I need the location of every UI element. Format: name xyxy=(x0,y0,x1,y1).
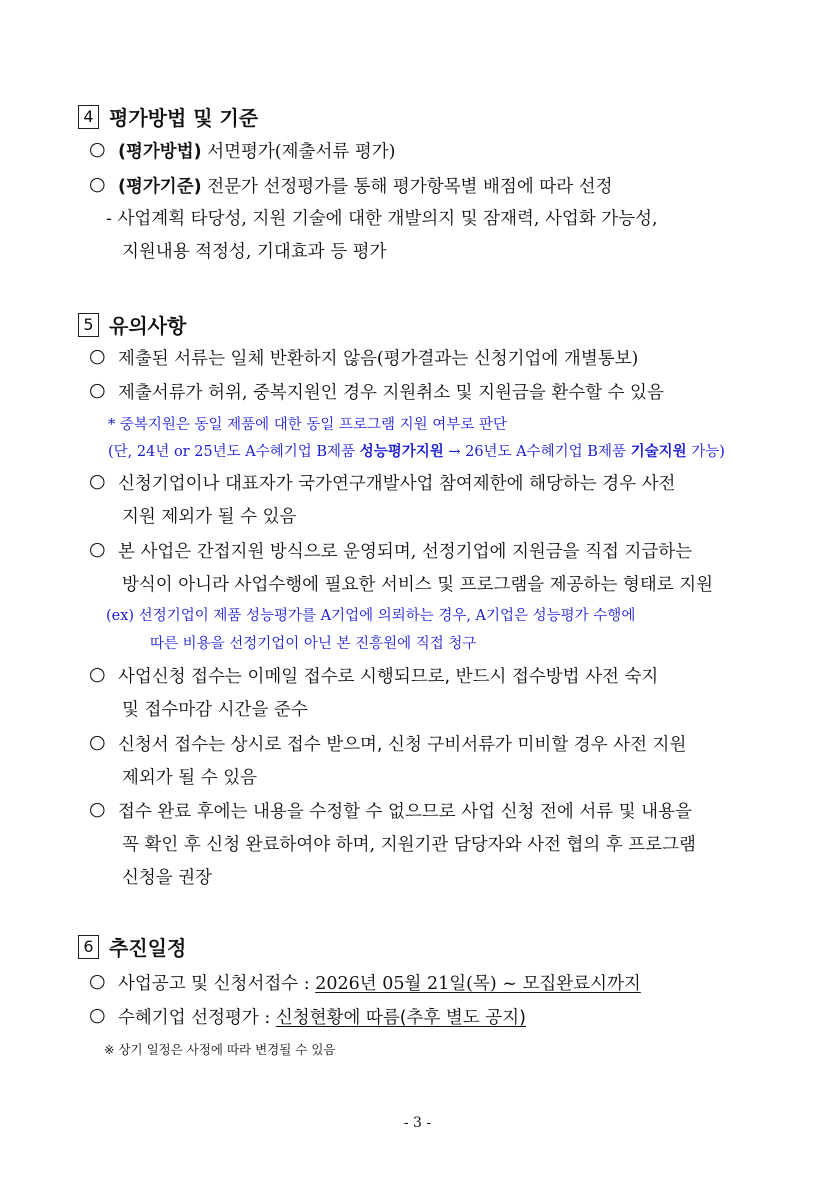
continuation-line: 방식이 아니라 사업수행에 필요한 서비스 및 프로그램을 제공하는 형태로 지원 xyxy=(122,575,714,595)
bullet-icon: ○ xyxy=(89,731,106,753)
note-line: (단, 24년 or 25년도 A수혜기업 B제품 성능평가지원 → 26년도 A수혜기업 B제품 기술지원 가능) xyxy=(108,444,725,460)
section-number: 5 xyxy=(78,313,99,337)
bullet-icon: ○ xyxy=(89,138,106,160)
bullet-icon: ○ xyxy=(89,173,106,195)
continuation-line: 제외가 될 수 있음 xyxy=(122,768,258,788)
schedule-date: 2026년 05월 21일(목) ~ 모집완료시까지 xyxy=(315,974,641,994)
section-5-heading xyxy=(78,310,186,339)
bullet-icon: ○ xyxy=(89,379,106,401)
bullet-icon: ○ xyxy=(89,345,106,367)
sub-line: - 사업계획 타당성, 지원 기술에 대한 개발의지 및 잠재력, 사업화 가능성, xyxy=(106,209,658,229)
section-title: 평가방법 및 기준 xyxy=(109,106,259,130)
bullet-icon: ○ xyxy=(89,470,106,492)
example-line: (ex) 선정기업이 제품 성능평가를 A기업에 의뢰하는 경우, A기업은 성능평가 수행에 xyxy=(106,608,636,624)
section-title: 추진일정 xyxy=(109,936,187,960)
schedule-date: 신청현황에 따름(추후 별도 공지) xyxy=(275,1008,526,1028)
note-line: * 중복지원은 동일 제품에 대한 동일 프로그램 지원 여부로 판단 xyxy=(108,417,507,433)
bullet-line: (평가방법) 서면평가(제출서류 평가) xyxy=(118,142,396,162)
continuation-line: 및 접수마감 시간을 준수 xyxy=(122,700,308,720)
bullet-line: 신청서 접수는 상시로 접수 받으며, 신청 구비서류가 미비할 경우 사전 지원 xyxy=(118,735,687,755)
schedule-note: ※ 상기 일정은 사정에 따라 변경될 수 있음 xyxy=(104,1042,336,1057)
bullet-line: 신청기업이나 대표자가 국가연구개발사업 참여제한에 해당하는 경우 사전 xyxy=(118,474,676,494)
section-number: 4 xyxy=(78,105,99,129)
bullet-line: 본 사업은 간접지원 방식으로 운영되며, 선정기업에 지원금을 직접 지급하는 xyxy=(118,542,693,562)
bullet-line: 제출서류가 허위, 중복지원인 경우 지원취소 및 지원금을 환수할 수 있음 xyxy=(118,383,664,403)
bullet-line: 제출된 서류는 일체 반환하지 않음(평가결과는 신청기업에 개별통보) xyxy=(118,349,639,369)
section-4-heading xyxy=(78,102,258,131)
bullet-line: 접수 완료 후에는 내용을 수정할 수 없으므로 사업 신청 전에 서류 및 내용을 xyxy=(118,802,692,822)
bullet-icon: ○ xyxy=(89,970,106,992)
section-6-heading xyxy=(78,932,186,961)
section-number: 6 xyxy=(78,935,99,959)
bullet-icon: ○ xyxy=(89,538,106,560)
bullet-line: (평가기준) 전문가 선정평가를 통해 평가항목별 배점에 따라 선정 xyxy=(118,177,613,197)
bullet-icon: ○ xyxy=(89,798,106,820)
bullet-icon: ○ xyxy=(89,663,106,685)
section-title: 유의사항 xyxy=(109,314,187,338)
continuation-line: 신청을 권장 xyxy=(122,868,213,888)
continuation-line: 꼭 확인 후 신청 완료하여야 하며, 지원기관 담당자와 사전 협의 후 프로그램 xyxy=(122,835,696,855)
continuation-line: 지원 제외가 될 수 있음 xyxy=(122,507,297,527)
schedule-row: 사업공고 및 신청서접수 : 2026년 05월 21일(목) ~ 모집완료시까지 xyxy=(118,974,641,994)
page-number: - 3 - xyxy=(403,1115,432,1131)
sub-line: 지원내용 적정성, 기대효과 등 평가 xyxy=(122,242,387,262)
bullet-line: 사업신청 접수는 이메일 접수로 시행되므로, 반드시 접수방법 사전 숙지 xyxy=(118,667,659,687)
bullet-icon: ○ xyxy=(89,1004,106,1026)
schedule-row: 수혜기업 선정평가 : 신청현황에 따름(추후 별도 공지) xyxy=(118,1008,526,1028)
example-line: 따른 비용을 선정기업이 아닌 본 진흥원에 직접 청구 xyxy=(150,636,477,652)
